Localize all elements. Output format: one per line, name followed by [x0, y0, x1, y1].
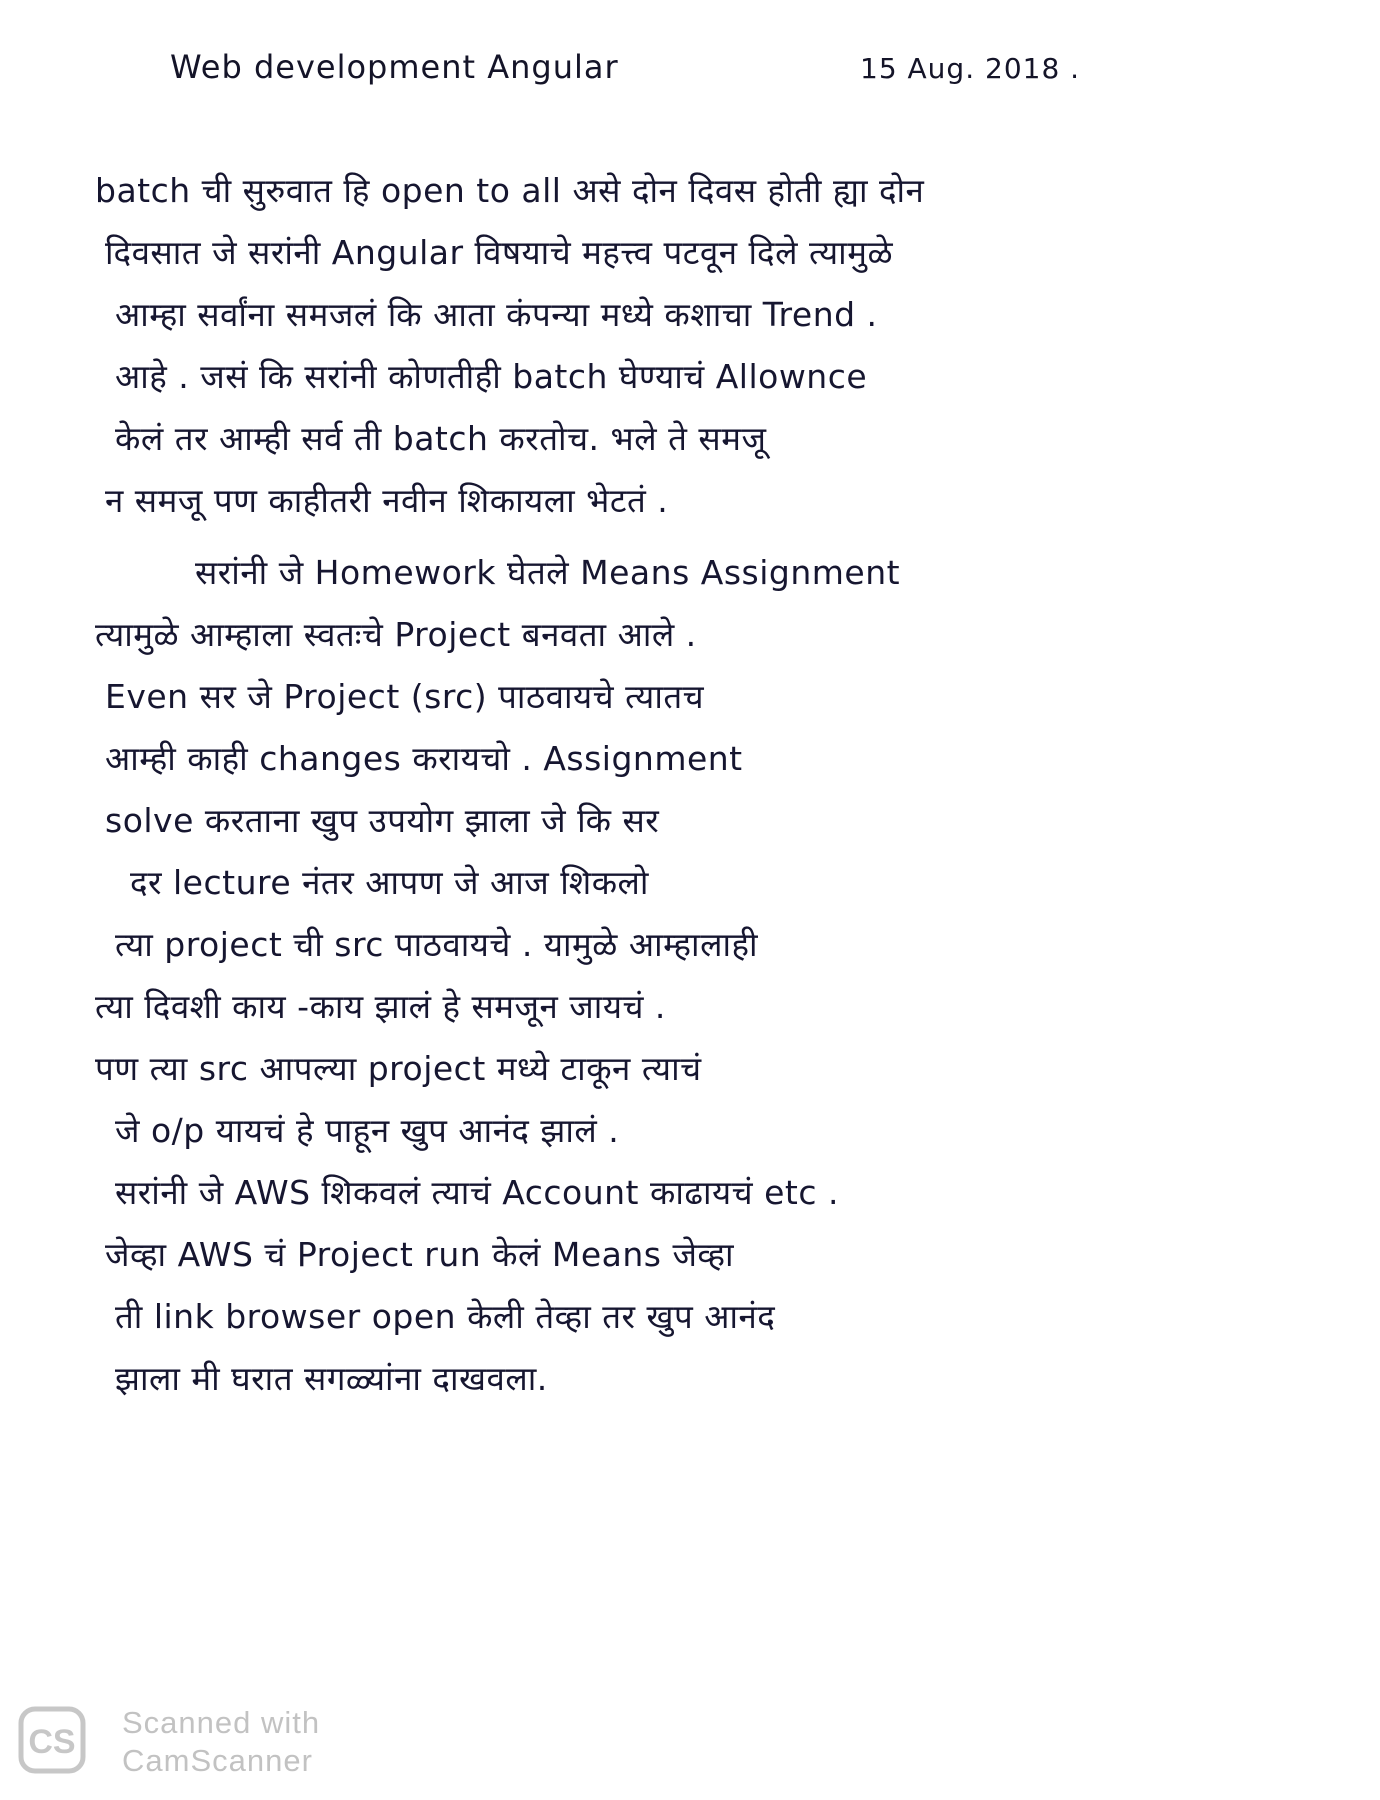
text-line: solve करताना खुप उपयोग झाला जे कि सर — [105, 801, 660, 840]
text-line: जेव्हा AWS चं Project run केलं Means जेव्हा — [105, 1235, 735, 1274]
text-line: त्यामुळे आम्हाला स्वतःचे Project बनवता आले . — [95, 615, 697, 654]
camscanner-logo-icon — [18, 1706, 86, 1774]
handwritten-body — [95, 160, 1315, 1410]
text-line: पण त्या src आपल्या project मध्ये टाकून त्याचं — [95, 1049, 702, 1088]
text-line: न समजू पण काहीतरी नवीन शिकायला भेटतं . — [105, 481, 669, 520]
page-header — [170, 48, 1110, 98]
text-line: त्या दिवशी काय -काय झालं हे समजून जायचं . — [95, 987, 666, 1026]
text-line: दर lecture नंतर आपण जे आज शिकलो — [130, 863, 649, 902]
text-line: झाला मी घरात सगळ्यांना दाखवला. — [115, 1359, 548, 1398]
page-title: Web development Angular — [170, 48, 619, 86]
text-line: जे o/p यायचं हे पाहून खुप आनंद झालं . — [115, 1111, 620, 1150]
text-line: केलं तर आम्ही सर्व ती batch करतोच. भले ते समजू — [115, 419, 767, 458]
page-date: 15 Aug. 2018 . — [860, 52, 1081, 85]
text-line: त्या project ची src पाठवायचे . यामुळे आम्हालाही — [115, 925, 759, 964]
watermark-line-2: CamScanner — [122, 1743, 313, 1778]
text-line: आम्ही काही changes करायचो . Assignment — [105, 739, 743, 778]
camscanner-watermark — [18, 1700, 378, 1780]
watermark-line-1: Scanned with — [122, 1705, 321, 1740]
text-line: ती link browser open केली तेव्हा तर खुप आनंद — [115, 1297, 776, 1336]
text-line: सरांनी जे AWS शिकवलं त्याचं Account काढायचं etc . — [115, 1173, 839, 1212]
text-line: सरांनी जे Homework घेतले Means Assignment — [195, 553, 901, 592]
text-line: batch ची सुरुवात हि open to all असे दोन दिवस होती ह्या दोन — [95, 171, 925, 210]
text-line: दिवसात जे सरांनी Angular विषयाचे महत्त्व पटवून दिले त्यामुळे — [105, 233, 894, 272]
text-line: आहे . जसं कि सरांनी कोणतीही batch घेण्याचं Allownce — [115, 357, 868, 396]
text-line: Even सर जे Project (src) पाठवायचे त्यातच — [105, 677, 705, 716]
text-line: आम्हा सर्वांना समजलं कि आता कंपन्या मध्ये कशाचा Trend . — [115, 295, 878, 334]
camscanner-logo-text: CS — [28, 1723, 76, 1761]
